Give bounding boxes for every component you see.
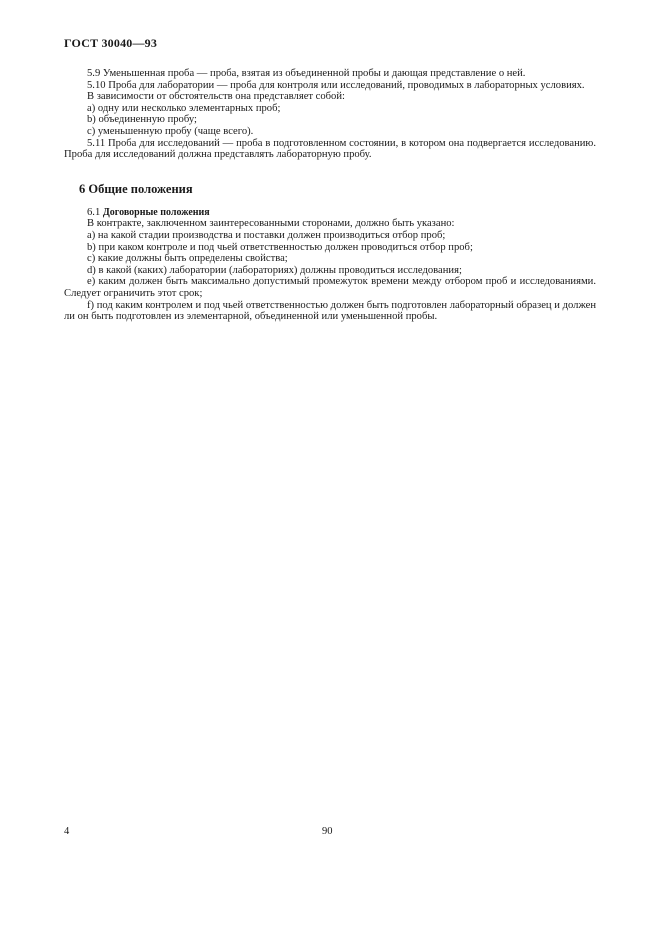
list-item: a) на какой стадии производства и поставки должен производиться отбор проб;: [87, 229, 446, 241]
definition-5-10-intro: В зависимости от обстоятельств она представляет собой:: [87, 91, 345, 103]
subsection-title: Договорные положения: [102, 206, 210, 218]
list-item: c) уменьшенную пробу (чаще всего).: [87, 125, 254, 137]
list-item: f) под каким контролем и под чьей ответственностью должен быть подготовлен лабораторный образец и должен ли он быть подготовлен из элементарной, объединенной или уменьшенной пробы.: [64, 299, 596, 323]
definition-5-9: 5.9 Уменьшенная проба — проба, взятая из объединенной пробы и дающая представление о ней.: [87, 68, 526, 79]
section-title: 6 Общие положения: [79, 181, 193, 196]
definition-5-10: 5.10 Проба для лаборатории — проба для контроля или исследований, проводимых в лабораторных условиях.: [87, 79, 585, 91]
section-intro: В контракте, заключенном заинтересованными сторонами, должно быть указано:: [87, 218, 455, 230]
list-item: e) каким должен быть максимально допустимый промежуток времени между отбором проб и исследованиями. Следует ограничить этот срок;: [64, 276, 596, 299]
list-item: b) при каком контроле и под чьей ответственностью должен проводиться отбор проб;: [87, 241, 473, 253]
document-body: [64, 68, 596, 323]
sheet-number: 90: [322, 826, 333, 837]
subsection-number: 6.1: [87, 206, 101, 218]
list-item: c) какие должны быть определены свойства;: [87, 253, 288, 265]
subsection-heading: [64, 207, 596, 219]
page-number: 4: [64, 826, 70, 837]
list-item: a) одну или несколько элементарных проб;: [87, 102, 281, 114]
list-item: b) объединенную пробу;: [87, 114, 197, 126]
list-item: d) в какой (каких) лаборатории (лабораториях) должны проводиться исследования;: [87, 264, 462, 276]
document-header: ГОСТ 30040—93: [64, 36, 158, 50]
definition-5-11: 5.11 Проба для исследований — проба в подготовленном состоянии, в котором она подвергается исследованию. Проба для исследований должна представлять лабораторную пробу.: [64, 137, 596, 161]
